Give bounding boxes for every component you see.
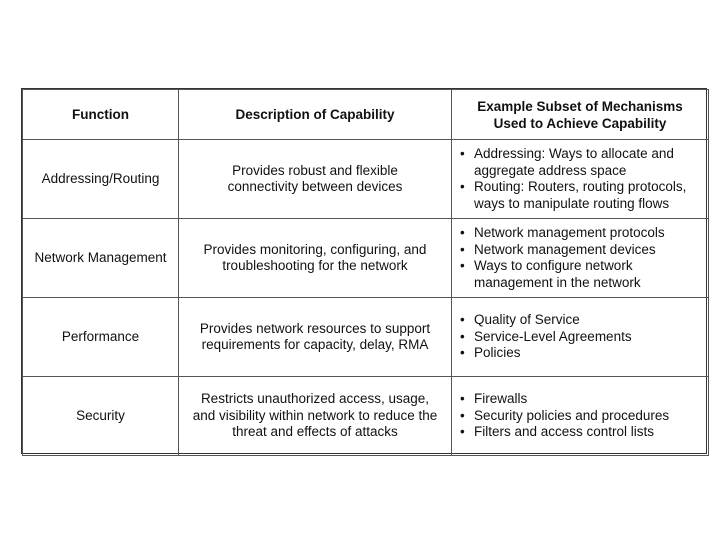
function-cell: Addressing/Routing [23,140,179,219]
description-text: Restricts unauthorized access, usage, and visibility within network to reduce the threat and effects of attacks [192,391,438,440]
capability-table [22,89,709,456]
mechanisms-list [458,225,702,291]
mechanism-item: • Network management devices [458,242,702,259]
mechanism-item: • Routing: Routers, routing protocols, ways to manipulate routing flows [458,179,702,212]
mechanism-item: • Filters and access control lists [458,424,702,441]
header-description: Description of Capability [179,90,452,140]
mechanisms-list [458,146,702,212]
mechanisms-list [458,312,702,362]
mechanism-item: • Security policies and procedures [458,408,702,425]
description-cell [179,298,452,377]
mechanisms-cell [452,219,709,298]
mechanism-item: • Network management protocols [458,225,702,242]
mechanism-item: • Addressing: Ways to allocate and aggregate address space [458,146,702,179]
description-cell [179,140,452,219]
description-cell [179,377,452,456]
table-row [23,140,709,219]
table-row [23,298,709,377]
mechanisms-cell [452,377,709,456]
description-text: Provides robust and flexible connectivity between devices [227,162,403,194]
mechanism-item: • Ways to configure network management in the network [458,258,702,291]
mechanisms-cell [452,140,709,219]
mechanism-item: • Policies [458,345,702,362]
mechanism-item: • Firewalls [458,391,702,408]
header-mechanisms-text: Example Subset of Mechanisms Used to Achieve Capability [477,98,683,131]
description-cell [179,219,452,298]
table-header-row [23,90,709,140]
header-mechanisms [452,90,709,140]
mechanisms-list [458,391,702,441]
function-cell: Network Management [23,219,179,298]
header-function: Function [23,90,179,140]
capability-table-container [21,88,707,454]
table-row [23,219,709,298]
mechanisms-cell [452,298,709,377]
description-text: Provides monitoring, configuring, and troubleshooting for the network [203,241,427,273]
mechanism-item: • Quality of Service [458,312,702,329]
function-cell: Performance [23,298,179,377]
table-row [23,377,709,456]
mechanism-item: • Service-Level Agreements [458,329,702,346]
description-text: Provides network resources to support requirements for capacity, delay, RMA [199,320,431,352]
function-cell: Security [23,377,179,456]
